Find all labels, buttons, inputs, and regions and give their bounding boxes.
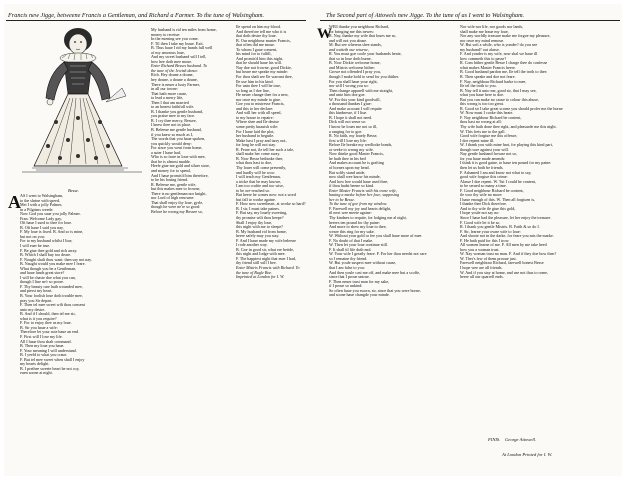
text-line: Ile tel the troth to you. — [460, 84, 497, 89]
text-line: to an honest faithfull wife. — [151, 105, 195, 110]
text-line: B. Sir you haue a wife: — [20, 325, 58, 330]
column-3-text — [236, 25, 320, 280]
text-line: for you haue made amends: — [460, 156, 506, 161]
text-line: Imprinted at London for I. W. — [236, 275, 285, 280]
text-line: if I proue so unkind: — [329, 284, 363, 289]
text-line: To the tune of goe from my window. — [329, 202, 388, 207]
imprint-right: At London Printed for I. W. — [502, 452, 553, 457]
text-line: but this makes mee to frowne, — [151, 187, 201, 192]
text-line: For unto thee I will be true, — [236, 84, 281, 89]
text-line: and unto him doe goe. — [329, 93, 366, 98]
text-line: so I remaine thy friend. — [329, 256, 368, 261]
text-line: B. Nay tell it unto me, good sir, that I may see, — [460, 88, 537, 93]
text-line: or seeke to wrong my wife. — [329, 147, 374, 152]
text-line: of my amorous loue, — [151, 50, 185, 55]
text-line: B. I prethee sweete heart be not coy, — [20, 366, 80, 371]
text-line: W. Ther's few of them prooue just. — [460, 256, 517, 261]
text-line: a suter I haue had, — [151, 150, 181, 155]
text-line: I haue enough of this. W. Then all forgiuen is, — [460, 197, 536, 202]
text-line: of hornes upon my head. — [329, 165, 370, 170]
text-line: unto my desire. — [20, 307, 46, 312]
text-line: He neuer change thee for a new, — [236, 93, 289, 98]
text-line: My husband is rid ten miles from home, — [151, 28, 217, 32]
text-line: first will I lose my life: — [329, 138, 367, 143]
text-line: And then youle cast me off, and make mee but a scoffe, — [329, 270, 421, 275]
text-line: I think it is good gaine, to haue ten pound for my paine: — [460, 161, 552, 166]
text-line: Shall I enjoy thy loue, — [236, 220, 273, 225]
text-line: For I haue laid the plot, — [236, 129, 275, 134]
text-line: R. Then speake and doe not feare. — [460, 75, 516, 80]
text-line: There is no gentleman nor knight, — [151, 191, 207, 196]
text-line: Goe you to mistresse Francis, — [236, 102, 285, 107]
text-line: B. I yeeld to what you craue. — [20, 353, 68, 358]
text-line: B. Now Dickie welcome home, — [329, 61, 381, 66]
text-line: For you shall haue your right, — [329, 79, 378, 84]
text-line: I know he loues me not so ill, — [329, 125, 378, 130]
text-line: Since I haue had the pleasure, let her enjoy the treasure. — [460, 215, 552, 220]
text-line: B. Now Besse bethinke thee, — [236, 156, 284, 161]
text-line: and this to her declare: — [236, 106, 274, 111]
text-line: And therefore tell me who it is — [236, 29, 287, 34]
text-line: Enter Master Francis with his owne wife, — [329, 188, 397, 193]
text-line: B. My husband rid from home, — [236, 229, 287, 234]
text-line: a thousand thankes I giue: — [329, 102, 372, 107]
text-line: R. Beleeue me, gentle wife, — [151, 182, 197, 187]
text-line: And will her with all speed, — [236, 111, 282, 116]
left-title: Francis new Jigge, betweene Francis a Gentleman, and Richard a Farmer. To the tune of Walsingham. — [8, 12, 265, 19]
text-line: Thy kindnes to requite, for lodging me al night, — [329, 215, 407, 220]
text-line: There is neuer a lusty Farmer, — [151, 82, 200, 87]
text-line: B. Which I shall buy too deare. — [20, 253, 72, 258]
text-line: Heele giue me gold and siluer store, — [151, 164, 210, 169]
text-line: For thou shalt see Ile warrant thee, — [236, 75, 293, 80]
text-line: til next wee meete againe: — [329, 211, 372, 216]
text-line: thou hast no wrong at all: — [460, 120, 502, 125]
text-line: though he were ne're so good: — [151, 205, 201, 210]
text-line: The words that you haue spoken, — [151, 137, 206, 142]
text-line: I will teach my Gentleman, — [236, 175, 281, 180]
right-title-rule — [320, 20, 620, 21]
text-line: Now thinke good Master Francis, — [329, 152, 384, 157]
text-line: her to be Besse. — [329, 197, 355, 202]
text-line: B. I thanke you gentle husband, — [151, 109, 203, 114]
text-line: but not on you: — [20, 234, 45, 239]
text-line: W. For this your kind goodwill, — [329, 97, 381, 102]
text-line: R. Good sir I take great scorne you should profer me the horne — [460, 106, 563, 111]
text-line: good wife forgiue this crime: — [460, 175, 508, 180]
text-line: to my house to repaire: — [236, 115, 274, 120]
text-line: F. Nay, neighbour Richard harke to mee, — [460, 79, 527, 84]
text-line: that so in loue doth burne. — [329, 56, 372, 61]
dropcap-a: A — [8, 192, 21, 212]
text-line: W. This frets me to the gall. — [460, 129, 506, 134]
text-line: Nay doe not frowne, good Dickie, — [236, 65, 292, 70]
text-line: what is it you require? — [20, 316, 57, 321]
text-line: And more to shew my loue to thee, — [329, 225, 387, 230]
text-line: What though you be a Gentleman, — [20, 266, 77, 271]
text-line: for long he will not stay. — [236, 143, 276, 148]
text-line: F. For to enjoy thee as my loue. — [20, 321, 72, 326]
text-line: to be ore-reached so. — [236, 188, 271, 193]
column-4-text — [329, 25, 461, 298]
text-line: B. Good husband pardon me, Ile tell the troth to thee. — [460, 70, 548, 75]
text-line: Rich. Hey doune a doune, — [151, 73, 194, 78]
text-line: But heere he comes now: not a word — [236, 193, 296, 198]
text-line: F. Nay neighbour Richard be content, — [460, 115, 522, 120]
text-line: hey doune, a doune a doune, — [151, 78, 198, 83]
text-line: Enter Mistris Francis with Richard. To — [236, 265, 300, 270]
text-line: W. But youle suspect mee without cause, — [329, 261, 397, 266]
text-line: how hee doth mee moue. — [151, 59, 193, 64]
text-line: that he is almost madde. — [151, 159, 191, 164]
text-line: my hearts delight. — [20, 362, 50, 367]
text-line: Thy wife hath done thee right, and pleasurde me this night. — [460, 125, 557, 130]
text-line: F. First will I lose my life. — [20, 334, 63, 339]
text-line: how you a woman trust. — [460, 247, 500, 252]
text-line: F. No doubt of that I make. — [329, 238, 374, 243]
text-line: B. I sir, I must take paines. — [236, 206, 280, 211]
text-line: And to thy wife ile giue this gold, — [460, 206, 516, 211]
text-line: my husband? out alasse. — [460, 47, 500, 52]
text-line: Alasse I doe repent. W. Tut I could be content, — [460, 179, 536, 184]
text-line: and money for to spend, — [151, 168, 191, 173]
text-line: then let us both be friends. — [460, 165, 504, 170]
text-line: heere safely may you stay. — [236, 234, 280, 239]
text-line: And promis'd him this night, — [236, 56, 284, 61]
text-line: I hope wee are all friends. — [460, 265, 503, 270]
finis-text: FINIS. — [488, 437, 501, 442]
text-line: For to my husband whilst I liue, — [20, 239, 73, 244]
column-5-text — [460, 25, 620, 280]
dropcap-w: W — [317, 26, 332, 42]
text-line: W. Then let your loue continue still. — [329, 243, 388, 248]
text-line: And make account I will requite — [329, 106, 382, 111]
text-line: and Mistris welcome hither: — [329, 65, 376, 70]
text-line: Nay gentle husband frowne not so, — [460, 152, 518, 157]
text-line: and pierst my heart. — [20, 289, 53, 294]
text-line: I rode another way. — [236, 243, 268, 248]
text-line: though sore against your will. — [460, 147, 509, 152]
column-1-text — [20, 194, 146, 376]
text-line: R. No faith, my louely Besse, — [329, 134, 378, 139]
text-line: Growe not offended I pray you, — [329, 70, 381, 75]
text-line: F. My loue is fixed. B. And so is mine, — [20, 230, 84, 235]
text-line: F. Sir, learne your owne wife to loue: — [460, 229, 521, 234]
text-line: Therefore let your sute haue an end. — [20, 330, 79, 335]
text-line: And makes account he is grafting — [329, 161, 384, 166]
text-line: now shall wee know his minde, — [329, 175, 381, 180]
text-line: thy promise wilt thou keepe? — [236, 215, 284, 220]
text-line: B. Goe in good sir, what ere betide, — [236, 247, 295, 252]
text-line: so long as I doe liue, — [236, 88, 270, 93]
text-line: AS I went to Walsingham, — [20, 194, 64, 198]
text-line: to be serued so many a time. — [460, 184, 507, 189]
text-line: this wrong is too too great. — [460, 102, 504, 107]
text-line: this night with me to sleepe? — [236, 225, 283, 230]
text-line: to the shrine with speed, — [20, 198, 60, 203]
text-line: F. Your meaning I will understand. — [20, 348, 77, 353]
text-line: WEll thanke you neighbour Richard, — [329, 25, 390, 29]
text-line: B. Beleeue me gentle husband, — [151, 128, 202, 133]
text-line: weare this ring for my sake. — [329, 229, 375, 234]
text-line: and hardly will he woo: — [236, 170, 275, 175]
text-line: F. How now sweetheart, at worke so hard? — [236, 202, 306, 207]
text-line: R. Feare not, ile tell her such a tale, — [236, 147, 295, 152]
text-line: B. Thus haue I rid my hands full well — [151, 46, 213, 51]
text-line: W. Your wife I greatly feare. F. For her thou needst not care — [329, 252, 427, 257]
text-line: Then I that am married — [151, 100, 189, 105]
text-line: though I make bold to send for you thither. — [329, 75, 400, 80]
text-line: W. Without your gold or fee you shall haue more of mee. — [329, 234, 423, 239]
text-line: her husband to beguile. — [236, 134, 275, 139]
text-line: and haue lands great store? — [20, 271, 65, 276]
text-line: heere all our quarrell ends. — [460, 275, 504, 280]
text-line: his mind for to fulfill, — [236, 52, 272, 57]
text-line: R. You must goe coole your husbands heate, — [329, 52, 402, 57]
broadside-sheet — [4, 4, 622, 476]
text-line: but heare me speake my minde: — [236, 70, 288, 75]
text-line: Nor any worldly treasure make me forgoe my pleasure, — [460, 34, 551, 39]
text-line: W. I thank you with mine hart, for playing this kind part, — [460, 143, 553, 148]
text-line: R. I thank you gentle Mistris. B. Faith & so do I. — [460, 225, 540, 230]
text-line: though I liue ne'r so poore. — [20, 280, 64, 285]
text-line: ile woo thy wife no more: — [460, 193, 503, 198]
author-name: George Attowell. — [504, 437, 537, 442]
text-line: Enter Richard Besses husband. To — [151, 64, 207, 69]
text-line: you quickly would deny: — [151, 141, 192, 146]
text-line: F. Farewell my joy and hearts delight, — [329, 206, 391, 211]
text-line: nor once my minde to giue. — [236, 97, 282, 102]
bess-label: Besse. — [68, 188, 80, 193]
text-line: Make hast I pray and tarry not, — [236, 138, 287, 143]
text-line: that I am false to you: — [329, 265, 365, 270]
text-line: F. And I haue made my wife beleeue — [236, 238, 296, 243]
text-line: Now God you saue you jolly Palmer. — [20, 212, 81, 217]
text-line: B. Naught would you make mee I feare. — [20, 262, 86, 267]
text-line: nor Lord of high renowne: — [151, 196, 195, 201]
text-line: F. Be giue thee gold and rich array. — [20, 248, 78, 253]
text-line: to be his louing friend. — [151, 178, 189, 183]
text-line: a tricke that he may knowe, — [236, 179, 282, 184]
text-line: I will be chaste doe what you can, — [20, 275, 76, 280]
text-line: pray you Sir depart. — [20, 298, 53, 303]
text-line: Before he wrong my Bessee so, — [151, 209, 203, 214]
text-line: B. I hope it shall not need. — [329, 115, 373, 120]
text-line: Farewell neighbour Richard, farewell honest Besse — [460, 261, 544, 266]
text-line: R. I cry thee mercy, Bessee, — [151, 118, 197, 123]
text-line: F. Good wife let it be so. — [460, 220, 501, 225]
text-line: I thanke thee Dick therefore. — [460, 202, 507, 207]
text-line: nor once my mind remoue. — [460, 38, 505, 43]
text-line: and will not you abuse. — [329, 38, 368, 43]
text-line: that doth desire thy loue. — [236, 34, 277, 39]
woodcut-woman-illustration — [18, 22, 146, 186]
text-line: Good wife forgiue me this offence, — [460, 134, 518, 139]
text-line: Then change apparell with me straight, — [329, 88, 393, 93]
text-line: what makes Master Francis heere. — [460, 65, 516, 70]
text-line: Ile use him in his kind. — [236, 79, 274, 84]
text-line: And I haue promis'd him therefore, — [151, 173, 209, 178]
text-line: F. Good neighbour Richard be content, — [460, 188, 524, 193]
text-line: I doe repent mine ill. — [460, 138, 495, 143]
text-line: Where shee and Ile deuise — [236, 120, 279, 125]
text-line: And my sweet husband will I tell, — [151, 55, 207, 60]
text-line: this kindnesse, if I liue. — [329, 111, 368, 116]
text-line: For since you went from home, — [151, 146, 203, 151]
text-line: Fran. Welcome Lady gay, — [20, 216, 62, 221]
text-line: And shoote not in the darke, for feare you mis the marke. — [460, 234, 554, 239]
finis-label — [488, 437, 536, 442]
text-line: this night and lodge with mee. — [236, 252, 286, 257]
text-line: In the euening see you come. — [151, 37, 199, 42]
text-line: F. But say, my louely sweeting, — [236, 211, 288, 216]
text-line: a ranging for to goe. — [329, 129, 363, 134]
text-line: I will euer be true. — [20, 244, 51, 249]
text-line: the tune of the Jewish dance. — [151, 68, 199, 73]
text-line: how commeth this to passe? — [460, 56, 507, 61]
text-line: hauing a maske before her face, supposing — [329, 193, 399, 198]
column-2-text — [151, 28, 235, 214]
text-line: F. It shall til life doth end. — [329, 247, 372, 252]
text-line: That hath more cause, — [151, 91, 188, 96]
text-line: I am too craftie and too wise, — [236, 184, 284, 189]
text-line: F. Nought shalt thou want: then say not nay. — [20, 257, 92, 262]
text-line: F. Then neuer trust man for my sake, — [329, 279, 390, 284]
text-line: So often haue you sworn, sir, since that you were borne, — [329, 288, 421, 293]
text-line: and soone haue changde your minde. — [329, 293, 390, 298]
text-line: you praise mee to my face. — [151, 114, 196, 119]
text-line: that often did me moue. — [236, 43, 275, 48]
text-line: I knew thee not in place. — [151, 123, 192, 128]
text-line: if thou hadst beene so kind. — [329, 184, 375, 189]
text-line: W. Nay woman trust no man. F. And if they doe how then? — [460, 252, 557, 257]
text-line: That shall enjoy thy loue, gyrle, — [151, 200, 204, 205]
text-line: to lead a merry life, — [151, 96, 184, 101]
text-line: what you haue here to doe. — [460, 93, 505, 98]
text-line: But you can make no cause to colour this abuse, — [460, 97, 539, 102]
text-line: heeres ten pound for thy paine: — [329, 220, 380, 225]
text-line: And how hee would haue used thee, — [329, 179, 389, 184]
text-line: thy friend still will I bee. — [236, 261, 277, 266]
right-title: The Second part of Attowels new Jigge. To the tune of as I went to Walsingham. — [326, 12, 525, 19]
text-line: F. Then tel mee sweet wilt thou consent — [20, 303, 85, 308]
text-line: To whom I gaue consent, — [236, 47, 278, 52]
text-line: F. The happiest night that euer I had, — [236, 256, 296, 261]
text-line: the tune of Bugle Boe. — [236, 270, 273, 275]
text-line: All I haue thou shalt command. — [20, 339, 72, 344]
text-line: B. Your foolish loue doth trouble mee, — [20, 294, 83, 299]
text-line: F. Til then I take my leaue. Exit. — [151, 41, 204, 46]
text-line: Who is so farre in loue with mee, — [151, 155, 206, 160]
text-line: F. He hath paid for this I trow. — [460, 238, 510, 243]
text-line: since that I proue untrue. — [329, 275, 370, 280]
left-title-rule — [6, 20, 306, 21]
text-line: some pretty knauish wile: — [236, 125, 279, 130]
text-line: Dick will not serue so: — [329, 120, 367, 125]
text-line: W. And if you stay at home, and use not thus to rome, — [460, 270, 548, 275]
text-line: that he should haue his will. — [236, 61, 282, 66]
text-line: shall make me leaue my loue, — [460, 29, 509, 34]
text-line: Oft haue I sued to thee for loue. — [20, 221, 73, 226]
text-line: F. But tel mee sweet when shall I enjoy — [20, 357, 85, 362]
text-line: nor will I wrong you so: — [329, 84, 369, 89]
text-line: but fall to worke againe. — [236, 197, 276, 202]
text-line: I hope youle not say no: — [460, 211, 500, 216]
text-line: Nor wife nor life, nor goods nor lands, — [460, 25, 524, 29]
text-line: F. Thy beauty rare hath wounded mee, — [20, 284, 83, 289]
text-line: Ile spend on him my blood. — [236, 25, 282, 29]
text-line: F. Ashamed I am and know not what to say, — [460, 170, 532, 175]
text-line: W. Now must I cooke this heate. — [460, 111, 514, 116]
text-line: B. Then my loue you haue. — [20, 344, 65, 349]
text-line: for bringing me this newes: — [329, 29, 375, 34]
text-line: W. But soft a while, who is yonder? do you see — [460, 43, 538, 48]
text-line: he hath thee in his bed — [329, 156, 366, 161]
text-line: R. Nay, thanke my wife that loues me so, — [329, 34, 397, 39]
text-line: what thou hast to doe, — [236, 161, 273, 166]
text-line: R. Com hither gentle Besse I charge thee do confesse — [460, 61, 548, 66]
text-line: All women learne of me. F. All men by me take heed — [460, 243, 547, 248]
text-line: Met I with a jolly Palmer, — [20, 203, 63, 208]
text-line: shall make her come away. — [236, 152, 281, 157]
text-line: in a Pilgrims weede. — [20, 207, 54, 212]
text-line: B. Our neighbour master Francis, — [236, 38, 291, 43]
text-line: F. And yonder is my wife, now shal we haue ill — [460, 52, 538, 57]
text-line: B. And if I should, then tel me sir, — [20, 312, 76, 317]
text-line: M. But see whereas shee stands, — [329, 43, 382, 48]
text-line: if you knew so much as I, — [151, 132, 194, 137]
text-line: in all our towne: — [151, 87, 178, 92]
text-line: euen soone at night. — [20, 371, 53, 376]
text-line: Before Ile breake my wedlocke bonds, — [329, 143, 393, 148]
text-line: money to receiue: — [151, 32, 181, 37]
text-line: B. Oft haue I said you nay. — [20, 225, 64, 230]
text-line: and waiteth our returne, — [329, 47, 369, 52]
text-line: But softly stand aside, — [329, 170, 366, 175]
text-line: Thy louer will come presently, — [236, 165, 287, 170]
